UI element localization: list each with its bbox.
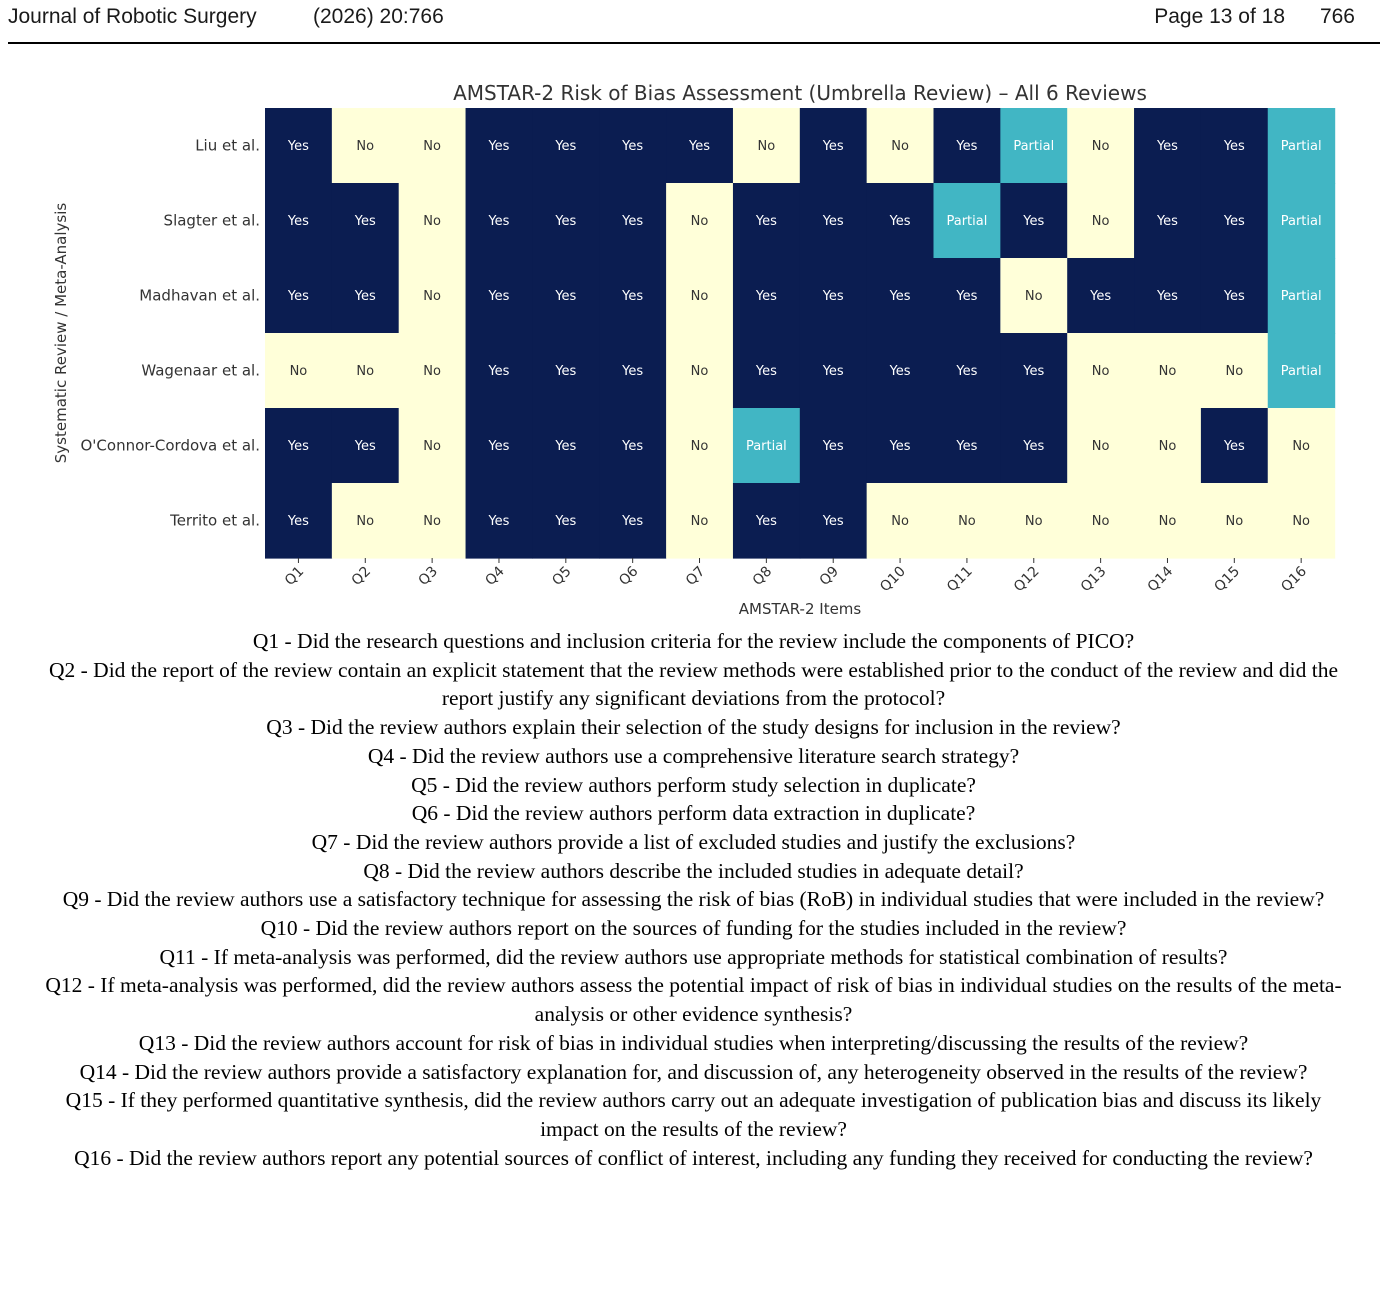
legend-item: Q4 - Did the review authors use a comprehensive literature search strategy? (367, 743, 1020, 768)
row-label: Liu et al. (195, 136, 260, 155)
column-labels (282, 558, 1310, 595)
cell-value: No (1091, 139, 1110, 154)
cell-value: Yes (1156, 289, 1178, 304)
legend-item: Q2 - Did the report of the review contain an explicit statement that the review methods were established prior to the conduct of the review and did the report justify any significant deviations from the protocol? (49, 657, 1338, 711)
amstar-heatmap (0, 70, 1387, 630)
column-label: Q10 (877, 563, 909, 596)
cell-value: Yes (956, 439, 978, 454)
cell-value: No (1292, 439, 1311, 454)
cell-value: No (958, 514, 976, 529)
cell-value: No (1225, 514, 1244, 529)
legend-item: Q11 - If meta-analysis was performed, did the review authors use appropriate methods for statistical combination of results? (159, 944, 1228, 969)
cell-value: Yes (555, 514, 577, 529)
cell-value: Yes (755, 514, 777, 529)
page-indicator: Page 13 of 18 (1154, 5, 1285, 28)
cell-value: Yes (1156, 139, 1178, 154)
cell-value: Partial (1280, 214, 1322, 229)
column-label: Q3 (415, 563, 441, 589)
cell-value: Yes (488, 514, 510, 529)
item-legend (0, 627, 1387, 1172)
cell-value: Yes (488, 364, 510, 379)
cell-value: Yes (956, 139, 978, 154)
cell-value: No (1158, 364, 1177, 379)
column-label: Q2 (348, 563, 375, 589)
column-label: Q7 (682, 563, 709, 589)
cell-value: No (1225, 364, 1244, 379)
cell-value: No (757, 139, 776, 154)
cell-value: Yes (555, 214, 577, 229)
column-label: Q13 (1077, 563, 1110, 596)
cell-value: Yes (822, 439, 844, 454)
row-label: Madhavan et al. (139, 286, 260, 305)
cell-value: Yes (822, 139, 844, 154)
cell-value: Yes (555, 364, 577, 379)
cell-value: No (1091, 214, 1110, 229)
cell-value: Yes (555, 439, 577, 454)
cell-value: Yes (1023, 214, 1045, 229)
cell-value: No (289, 364, 308, 379)
row-label: Territo et al. (170, 511, 260, 530)
cell-value: Yes (889, 289, 911, 304)
cell-value: No (891, 514, 909, 529)
cell-value: No (356, 364, 375, 379)
cell-value: Yes (822, 364, 844, 379)
cell-value: Yes (1156, 214, 1178, 229)
cell-value: Yes (622, 514, 644, 529)
cell-value: Yes (354, 289, 376, 304)
cell-value: Yes (622, 439, 644, 454)
column-label: Q8 (749, 563, 776, 589)
cell-value: Yes (354, 214, 376, 229)
legend-item: Q5 - Did the review authors perform study selection in duplicate? (411, 772, 976, 797)
legend-item: Q15 - If they performed quantitative synthesis, did the review authors carry out an adequate investigation of publication bias and discuss its likely impact on the results of the review? (65, 1088, 1322, 1141)
legend-item: Q16 - Did the review authors report any potential sources of conflict of interest, including any funding they received for conducting the review? (74, 1145, 1313, 1170)
cell-value: No (423, 364, 441, 379)
cell-value: Yes (287, 139, 309, 154)
heatmap-cells (265, 108, 1335, 559)
cell-value: Yes (956, 289, 978, 304)
cell-value: Yes (1223, 439, 1245, 454)
cell-value: No (1024, 514, 1043, 529)
cell-value: Yes (622, 139, 644, 154)
legend-item: Q8 - Did the review authors describe the included studies in adequate detail? (363, 858, 1024, 883)
column-label: Q4 (482, 563, 508, 589)
cell-value: Yes (622, 364, 644, 379)
legend-item: Q3 - Did the review authors explain their selection of the study designs for inclusion in the review? (266, 715, 1121, 740)
legend-item: Q7 - Did the review authors provide a list of excluded studies and justify the exclusions? (311, 829, 1076, 854)
cell-value: Yes (1223, 139, 1245, 154)
cell-value: Yes (622, 214, 644, 229)
cell-value: No (1091, 514, 1110, 529)
column-label: Q11 (944, 563, 976, 596)
cell-value: Yes (555, 139, 577, 154)
cell-value: Yes (354, 439, 376, 454)
cell-value: No (423, 514, 441, 529)
cell-value: Yes (822, 214, 844, 229)
column-label: Q14 (1144, 563, 1177, 596)
cell-value: Yes (555, 289, 577, 304)
cell-value: No (1091, 364, 1110, 379)
x-axis-label: AMSTAR-2 Items (738, 600, 862, 618)
row-label: Slagter et al. (163, 211, 260, 230)
legend-item: Q6 - Did the review authors perform data extraction in duplicate? (411, 801, 976, 826)
cell-value: No (423, 439, 441, 454)
cell-value: Yes (889, 439, 911, 454)
cell-value: Yes (822, 514, 844, 529)
cell-value: Yes (287, 289, 309, 304)
cell-value: No (1158, 439, 1177, 454)
cell-value: No (423, 139, 441, 154)
cell-value: Yes (488, 139, 510, 154)
column-label: Q16 (1278, 563, 1310, 596)
cell-value: No (690, 364, 709, 379)
legend-item: Q1 - Did the research questions and inclusion criteria for the review include the components of PICO? (252, 629, 1135, 653)
journal-name: Journal of Robotic Surgery (8, 5, 257, 28)
cell-value: Partial (1280, 289, 1322, 304)
cell-value: Yes (488, 214, 510, 229)
cell-value: Yes (755, 289, 777, 304)
legend-item: Q12 - If meta-analysis was performed, did the review authors assess the potential impact of risk of bias in individual studies on the results of the meta-analysis or other evidence synthesis? (45, 973, 1342, 1027)
article-number: 766 (1319, 5, 1355, 28)
cell-value: Partial (1280, 364, 1322, 379)
cell-value: No (356, 139, 375, 154)
cell-value: Yes (1023, 439, 1045, 454)
cell-value: No (1292, 514, 1311, 529)
cell-value: No (1158, 514, 1177, 529)
cell-value: No (1024, 289, 1043, 304)
cell-value: No (356, 514, 375, 529)
page-header (8, 0, 1380, 44)
cell-value: No (423, 214, 441, 229)
legend-item: Q14 - Did the review authors provide a satisfactory explanation for, and discussion of, any heterogeneity observed in the results of the review? (79, 1059, 1308, 1084)
chart-title: AMSTAR-2 Risk of Bias Assessment (Umbrella Review) – All 6 Reviews (453, 81, 1147, 105)
column-label: Q12 (1010, 563, 1043, 596)
column-label: Q9 (816, 563, 843, 589)
legend-item: Q10 - Did the review authors report on the sources of funding for the studies included in the review? (260, 916, 1127, 941)
cell-value: Yes (956, 364, 978, 379)
cell-value: Yes (889, 364, 911, 379)
cell-value: No (690, 514, 709, 529)
cell-value: No (690, 439, 709, 454)
cell-value: Yes (488, 439, 510, 454)
y-axis-label: Systematic Review / Meta-Analysis (52, 202, 70, 464)
citation: (2026) 20:766 (313, 5, 444, 28)
column-label: Q15 (1211, 563, 1244, 596)
cell-value: Yes (755, 364, 777, 379)
cell-value: Yes (488, 289, 510, 304)
legend-item: Q13 - Did the review authors account for risk of bias in individual studies when interpreting/discussing the results of the review? (138, 1030, 1249, 1055)
cell-value: Yes (287, 439, 309, 454)
cell-value: Yes (889, 214, 911, 229)
cell-value: Yes (822, 289, 844, 304)
column-label: Q6 (616, 563, 642, 589)
cell-value: Partial (745, 439, 787, 454)
cell-value: Partial (1280, 139, 1322, 154)
legend-item: Q9 - Did the review authors use a satisfactory technique for assessing the risk of bias (RoB) in individual studies that were included in the review? (62, 887, 1325, 912)
cell-value: Yes (287, 214, 309, 229)
cell-value: No (891, 139, 909, 154)
cell-value: Yes (755, 214, 777, 229)
cell-value: No (690, 214, 709, 229)
cell-value: Yes (1023, 364, 1045, 379)
row-labels (81, 137, 261, 530)
row-label: Wagenaar et al. (141, 361, 260, 380)
cell-value: Yes (1090, 289, 1112, 304)
cell-value: No (690, 289, 709, 304)
cell-value: Yes (622, 289, 644, 304)
cell-value: Yes (287, 514, 309, 529)
column-label: Q1 (281, 563, 308, 589)
row-label: O'Connor-Cordova et al. (80, 436, 260, 455)
cell-value: Yes (689, 139, 711, 154)
cell-value: Yes (1223, 289, 1245, 304)
cell-value: Yes (1223, 214, 1245, 229)
cell-value: Partial (1013, 139, 1055, 154)
column-label: Q5 (549, 563, 575, 589)
cell-value: No (423, 289, 441, 304)
cell-value: No (1091, 439, 1110, 454)
cell-value: Partial (946, 214, 988, 229)
